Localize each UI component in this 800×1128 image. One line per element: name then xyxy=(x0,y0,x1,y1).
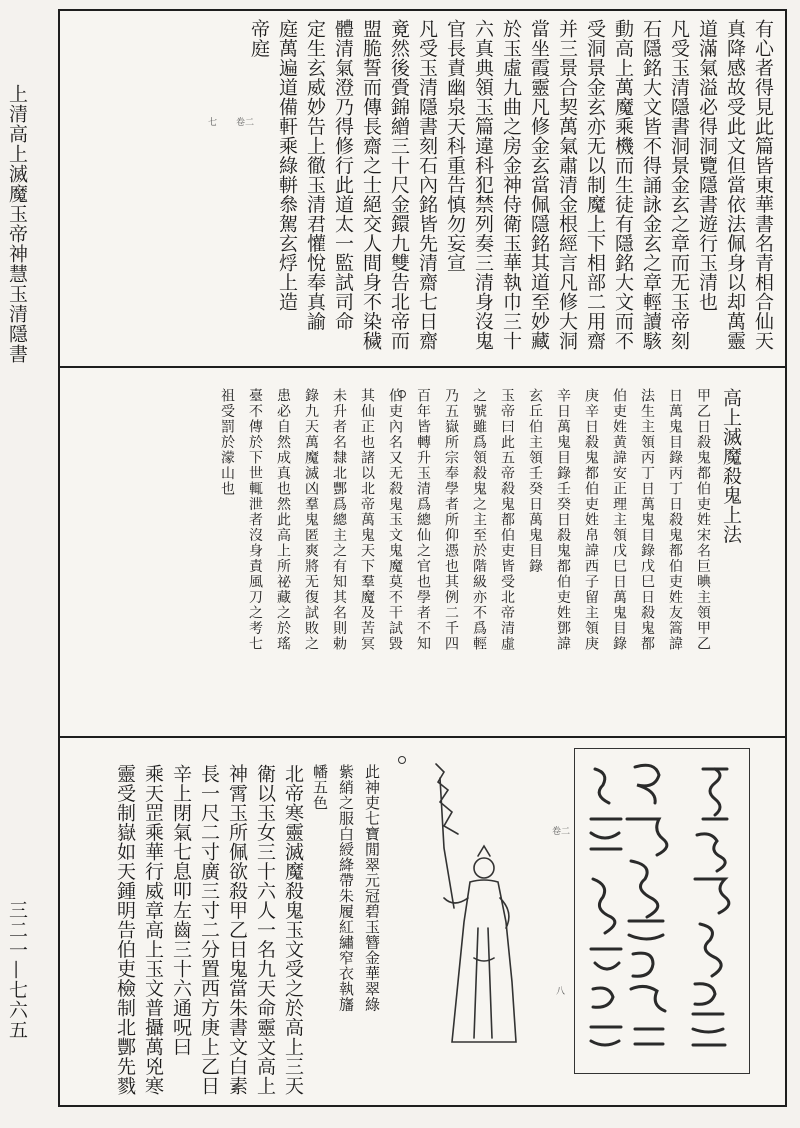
text-column: 靈受制嶽如天鍾明告伯吏檢制北酆先戮 xyxy=(114,764,136,1096)
folio-mark: 七 xyxy=(208,118,218,128)
text-column: 祖受罰於濛山也 xyxy=(219,388,235,497)
text-column: 定生玄威妙告上徹玉清君懽悅奉真諭 xyxy=(304,19,326,331)
text-column: 日萬鬼目錄丙丁日殺鬼都伯吏姓友篙諱 xyxy=(667,388,683,652)
text-column: 當坐霞靈凡修金玄當佩隱銘其道至妙藏 xyxy=(528,19,550,351)
book-title-margin: 上清高上滅魔玉帝神慧玉清隱書 xyxy=(6,84,28,364)
text-column: 法生主領丙丁日萬鬼目錄戊巳日殺鬼都 xyxy=(639,388,655,652)
top-text-columns xyxy=(100,19,777,366)
middle-text-columns xyxy=(90,388,745,736)
folio-mark: 卷二 xyxy=(236,118,255,128)
text-column: 動高上萬魔乘機而生徒有隱銘大文而不 xyxy=(612,19,634,351)
page-frame xyxy=(58,9,787,1107)
folio-mark: 八 xyxy=(556,987,566,997)
text-column: 凡受玉清隱書刻石內銘皆先清齋七日齋 xyxy=(416,19,438,351)
text-column: 北帝寒靈滅魔殺鬼玉文受之於高上三天 xyxy=(282,764,304,1096)
bottom-section xyxy=(60,738,785,1107)
talisman-seal-icon xyxy=(574,748,750,1074)
caption-column: 此神吏七寶閒翠元冠碧玉簪金華翠綠 xyxy=(363,764,381,1012)
bottom-text-columns xyxy=(86,764,385,1107)
text-column: 患必自然成真也然此高上所祕藏之於瑤 xyxy=(275,388,291,652)
text-column: 竟然後賫錦繒三十尺金鐶九雙告北帝而 xyxy=(388,19,410,351)
text-column: 臺不傳於下世輒泄者沒身責風刀之考七 xyxy=(247,388,263,652)
middle-section xyxy=(60,368,785,736)
text-column: 并三景合契萬氣肅清金根經言凡修大洞 xyxy=(556,19,578,351)
folio-mark: 卷二 xyxy=(552,827,571,837)
text-column: 受洞景金玄亦无以制魔上下相部二用齋 xyxy=(584,19,606,351)
text-column: 其仙正也諸以北帝萬鬼天下羣魔及苦冥 xyxy=(359,388,375,652)
text-column: 玉帝曰此五帝殺鬼都伯吏皆受北帝清虛 xyxy=(499,388,515,652)
text-column: 帝庭 xyxy=(248,19,270,58)
circle-mark-icon xyxy=(398,390,406,398)
text-column: 未升者名隸北酆爲總主之有知其名則勅 xyxy=(331,388,347,652)
circle-mark-icon xyxy=(398,25,406,33)
text-column: 於玉虛九曲之房金神侍衛玉華執巾三十 xyxy=(500,19,522,351)
text-column: 乃五嶽所宗奉學者所仰憑也其例二千四 xyxy=(443,388,459,652)
text-column: 體清氣澄乃得修行此道太一監試司命 xyxy=(332,19,354,331)
caption-column: 幡五色 xyxy=(311,764,329,811)
text-column: 有心者得見此篇皆東華書名青相合仙天 xyxy=(752,19,774,351)
text-column: 伯吏內名又无殺鬼玉文鬼魔莫不干試毀 xyxy=(387,388,403,652)
text-column: 庚辛日殺鬼都伯吏姓帛諱西子留主領庚 xyxy=(583,388,599,652)
text-column: 百年皆轉升玉清爲總仙之官也學者不知 xyxy=(415,388,431,652)
text-column: 長一尺二寸廣三寸二分置西方庚上乙日 xyxy=(198,764,220,1096)
page-number-margin: 三二一—七六五 xyxy=(6,900,28,1040)
text-column: 庭萬遍道備軒乘綠軿叅駕玄烰上造 xyxy=(276,19,298,312)
text-column: 之號雖爲領殺鬼之主至於階級亦不爲輕 xyxy=(471,388,487,652)
text-column: 伯吏姓黄諱安正理主領戊巳日萬鬼目錄 xyxy=(611,388,627,652)
caption-column: 紫綃之服白綬絳帶朱履紅繡窄衣執旛 xyxy=(337,764,355,1012)
top-section xyxy=(60,11,785,366)
text-column: 石隱銘大文皆不得誦詠金玄之章輕讀駭 xyxy=(640,19,662,351)
deity-figure-illustration xyxy=(422,758,532,1058)
text-column: 衛以玉女三十六人一名九天命靈文高上 xyxy=(254,764,276,1096)
circle-mark-icon xyxy=(398,756,406,764)
text-column: 錄九天萬魔滅凶羣鬼匿爽將无復試敗之 xyxy=(303,388,319,652)
text-column: 乘天罡乘華行威章高上玉文普攝萬兇寒 xyxy=(142,764,164,1096)
text-column: 真降感故受此文但當依法佩身以却萬靈 xyxy=(724,19,746,351)
text-column: 盟脆誓而傳長齋之士絕交人間身不染穢 xyxy=(360,19,382,351)
text-column: 六真典領玉篇違科犯禁列奏三清身沒鬼 xyxy=(472,19,494,351)
text-column: 神霄玉所佩欲殺甲乙日鬼當朱書文白素 xyxy=(226,764,248,1096)
text-column: 官長責幽泉天科重告慎勿妄宣 xyxy=(444,19,466,273)
talisman-script-icon xyxy=(575,749,749,1073)
text-column: 甲乙日殺鬼都伯吏姓宋名巨晪主領甲乙 xyxy=(695,388,711,652)
section-heading: 高上滅魔殺鬼上法 xyxy=(720,388,742,544)
text-column: 辛上閉氣七息叩左齒三十六通呪曰 xyxy=(170,764,192,1057)
text-column: 凡受玉清隱書洞景金玄之章而无玉帝刻 xyxy=(668,19,690,351)
text-column: 玄丘伯主領壬癸日萬鬼目錄 xyxy=(527,388,543,574)
text-column: 道滿氣溢必得洞覽隱書遊行玉清也 xyxy=(696,19,718,312)
text-column: 辛日萬鬼目錄壬癸日殺鬼都伯吏姓鄧諱 xyxy=(555,388,571,652)
